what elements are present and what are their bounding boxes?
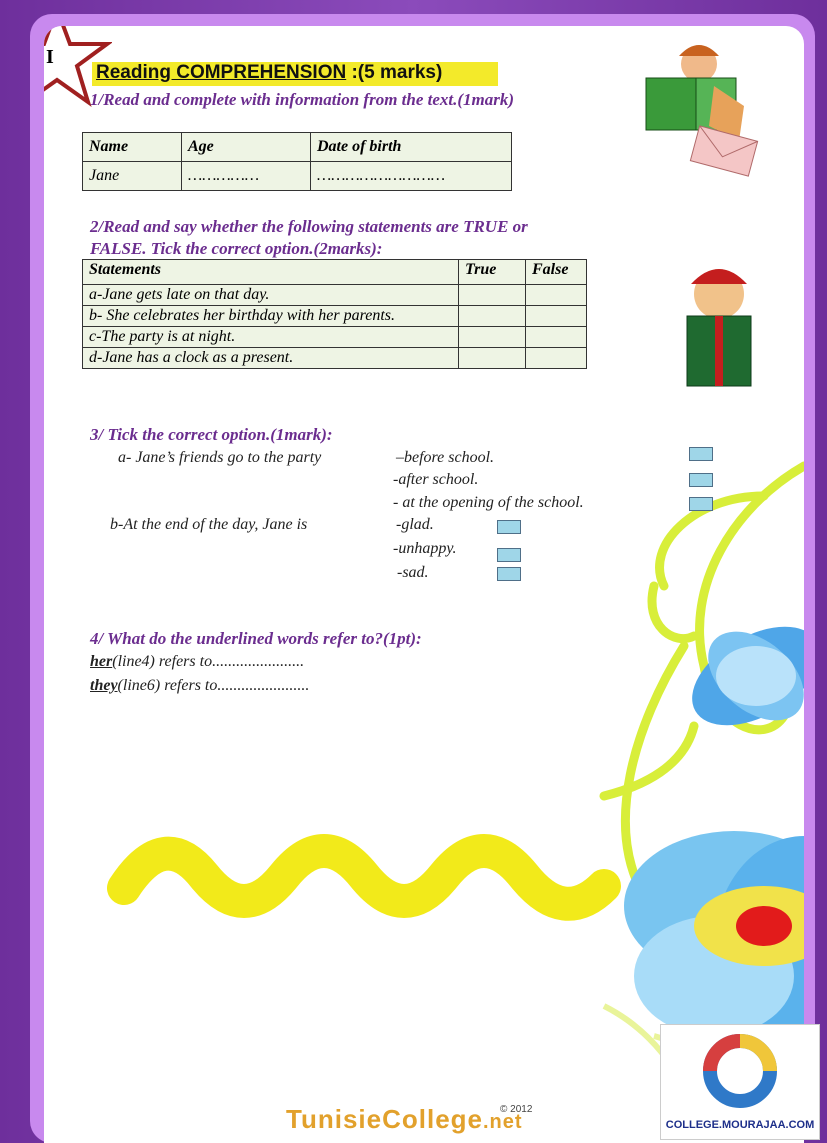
q4-line2 (90, 677, 309, 695)
table-row (83, 327, 587, 348)
false-cell-d[interactable] (526, 348, 587, 369)
q2-title-line1: 2/Read and say whether the following statements are TRUE or (90, 217, 528, 236)
q3-a-option-1: –before school. (396, 449, 495, 466)
q3-a-stem: a- Jane’s friends go to the party (118, 449, 322, 466)
true-cell-c[interactable] (459, 327, 526, 348)
q1-title: 1/Read and complete with information from the text.(1mark) (90, 90, 515, 109)
q4-line1-rest[interactable]: (line4) refers to....................... (112, 653, 305, 670)
cell-age[interactable]: …………… (182, 162, 311, 191)
q3-a-option-2: -after school. (393, 471, 479, 488)
q4-title: 4/ What do the underlined words refer to?(1pt): (90, 629, 422, 648)
false-cell-a[interactable] (526, 285, 587, 306)
true-cell-a[interactable] (459, 285, 526, 306)
underlined-word-her: her (90, 653, 113, 670)
q3-title: 3/ Tick the correct option.(1mark): (90, 425, 333, 444)
logo-ring-icon (700, 1031, 780, 1111)
true-cell-d[interactable] (459, 348, 526, 369)
q3-a-option-3: - at the opening of the school. (393, 494, 584, 511)
true-header: True (459, 260, 526, 285)
worksheet-page (44, 26, 804, 1143)
brand-logo (286, 1104, 523, 1135)
brand-name: TunisieCollege (286, 1104, 483, 1134)
section-number: I (46, 46, 54, 68)
brand-year: © 2012 (500, 1104, 533, 1115)
statement-a: a-Jane gets late on that day. (83, 285, 459, 306)
tick-box-b1[interactable] (497, 520, 521, 534)
statement-c: c-The party is at night. (83, 327, 459, 348)
col-age-header: Age (182, 133, 311, 162)
underlined-word-they: they (90, 677, 118, 694)
table-row (83, 285, 587, 306)
q3-b-option-3: -sad. (397, 564, 429, 581)
tick-box-b3[interactable] (497, 567, 521, 581)
flower-decoration (44, 26, 804, 1143)
table-row (83, 306, 587, 327)
statement-d: d-Jane has a clock as a present. (83, 348, 459, 369)
q3-b-option-1: -glad. (396, 516, 434, 533)
statement-b: b- She celebrates her birthday with her parents. (83, 306, 459, 327)
cell-dob[interactable]: ……………………… (311, 162, 512, 191)
cell-name: Jane (83, 162, 182, 191)
q2-title-line2: FALSE. Tick the correct option.(2marks): (90, 239, 383, 258)
page-title (96, 62, 442, 84)
true-cell-b[interactable] (459, 306, 526, 327)
tick-box-a3[interactable] (689, 497, 713, 511)
site-logo-box (660, 1024, 820, 1140)
title-text: Reading COMPREHENSION (96, 62, 347, 83)
col-name-header: Name (83, 133, 182, 162)
table-row (83, 348, 587, 369)
false-header: False (526, 260, 587, 285)
q3-b-option-2: -unhappy. (393, 540, 457, 557)
tick-box-a2[interactable] (689, 473, 713, 487)
false-cell-c[interactable] (526, 327, 587, 348)
site-url: COLLEGE.MOURAJAA.COM (665, 1119, 815, 1131)
tick-box-a1[interactable] (689, 447, 713, 461)
q4-line1 (90, 653, 304, 671)
false-cell-b[interactable] (526, 306, 587, 327)
true-false-table (82, 259, 587, 369)
q4-line2-rest[interactable]: (line6) refers to....................... (117, 677, 310, 694)
info-table (82, 132, 512, 191)
title-marks: :(5 marks) (351, 62, 443, 83)
tick-box-b2[interactable] (497, 548, 521, 562)
brand-suffix: .net (483, 1111, 523, 1133)
q3-b-stem: b-At the end of the day, Jane is (110, 516, 308, 533)
statements-header: Statements (83, 260, 459, 285)
col-dob-header: Date of birth (311, 133, 512, 162)
